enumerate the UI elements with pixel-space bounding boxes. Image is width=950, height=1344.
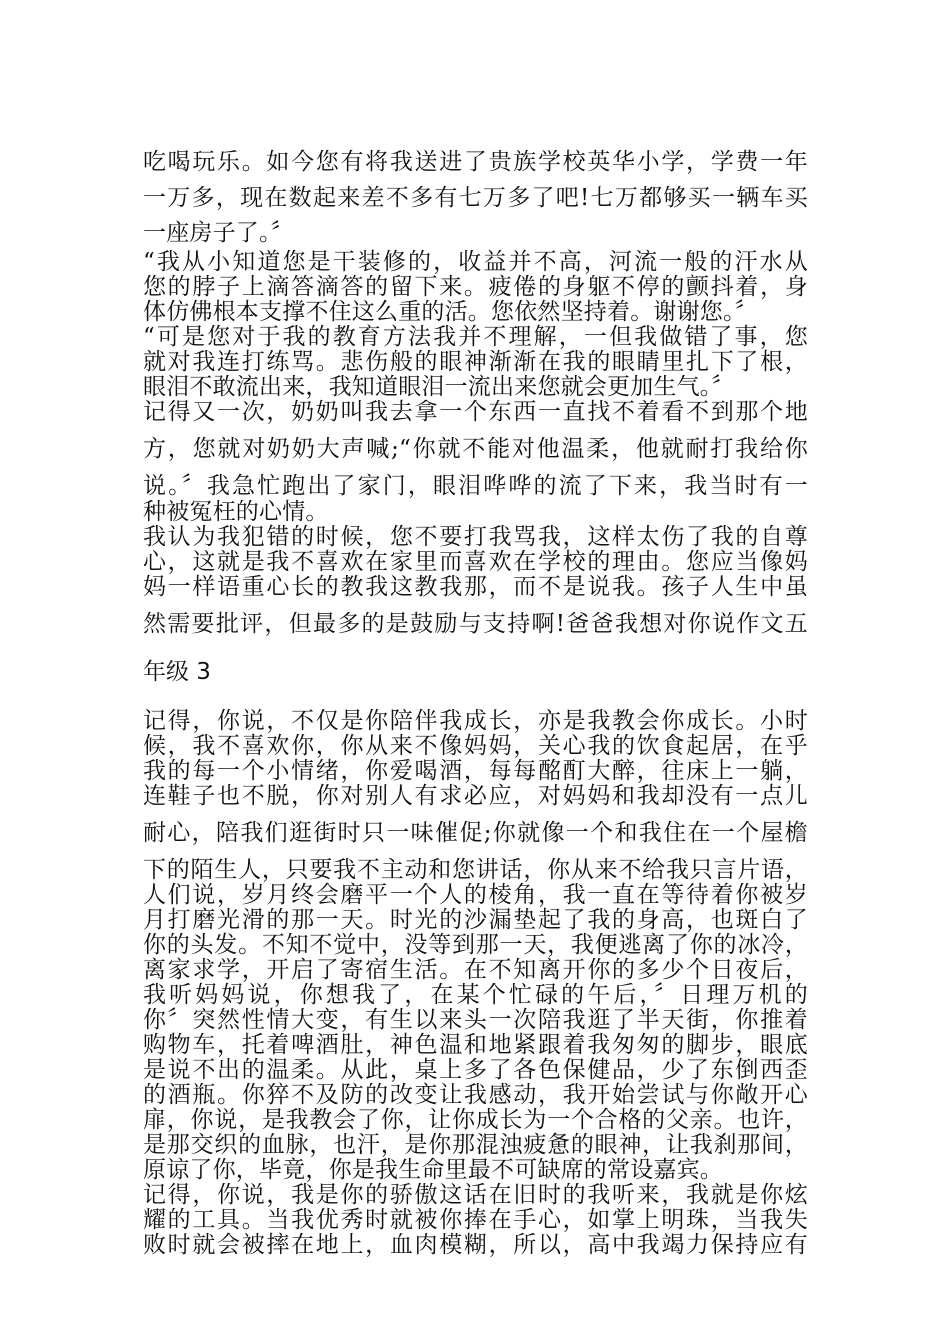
text-line: 离家求学，开启了寄宿生活。在不知离开你的多少个日夜后， (143, 957, 808, 983)
text-line: 说。〞我急忙跑出了家门，眼泪哗哗的流了下来，我当时有一 (143, 473, 808, 499)
text-line: 你的头发。不知不觉中，没等到那一天，我便逃离了你的冰冷， (143, 932, 808, 958)
text-line: 种被冤枉的心情。 (143, 499, 329, 525)
text-line: 是那交织的血脉，也汗，是你那混浊疲惫的眼神，让我刹那间， (143, 1132, 808, 1158)
text-line: 候，我不喜欢你，你从来不像妈妈，关心我的饮食起居，在乎 (143, 733, 808, 759)
text-line: 败时就会被摔在地上，血肉模糊，所以，高中我竭力保持应有 (143, 1232, 808, 1258)
text-line: 我听妈妈说，你想我了，在某个忙碌的午后，〞日理万机的 (143, 982, 808, 1008)
text-line: 一万多，现在数起来差不多有七万多了吧!七万都够买一辆车买 (143, 185, 808, 211)
text-line: 扉，你说，是我教会了你，让你成长为一个合格的父亲。也许， (143, 1107, 808, 1133)
text-line: 人们说，岁月终会磨平一个人的棱角，我一直在等待着你被岁 (143, 882, 808, 908)
text-line: 心，这就是我不喜欢在家里而喜欢在学校的理由。您应当像妈 (143, 549, 808, 575)
text-line: 您的脖子上滴答滴答的留下来。疲倦的身躯不停的颤抖着，身 (143, 274, 808, 300)
text-line: 购物车，托着啤酒肚，神色温和地紧跟着我匆匆的脚步，眼底 (143, 1032, 808, 1058)
text-line: “我从小知道您是干装修的，收益并不高，河流一般的汗水从 (143, 249, 808, 275)
text-line: 方，您就对奶奶大声喊;“你就不能对他温柔，他就耐打我给你 (143, 436, 808, 462)
text-line: 耐心，陪我们逛街时只一味催促;你就像一个和我住在一个屋檐 (143, 820, 808, 846)
text-line: 吃喝玩乐。如今您有将我送进了贵族学校英华小学，学费一年 (143, 149, 808, 175)
text-line: 下的陌生人，只要我不主动和您讲话，你从来不给我只言片语， (143, 857, 808, 883)
text-line: 你〞突然性情大变，有生以来头一次陪我逛了半天街，你推着 (143, 1007, 808, 1033)
text-line: 妈一样语重心长的教我这教我那，而不是说我。孩子人生中虽 (143, 574, 808, 600)
text-line: 眼泪不敢流出来，我知道眼泪一流出来您就会更加生气。〞 (143, 374, 735, 400)
text-line: 耀的工具。当我优秀时就被你捧在手心，如掌上明珠，当我失 (143, 1207, 808, 1233)
text-line: “可是您对于我的教育方法我并不理解，一但我做错了事，您 (143, 324, 808, 350)
text-line: 记得，你说，不仅是你陪伴我成长，亦是我教会你成长。小时 (143, 708, 808, 734)
text-line: 我认为我犯错的时候，您不要打我骂我，这样太伤了我的自尊 (143, 524, 808, 550)
text-line: 原谅了你，毕竟，你是我生命里最不可缺席的常设嘉宾。 (143, 1157, 723, 1183)
text-line: 然需要批评，但最多的是鼓励与支持啊!爸爸我想对你说作文五 (143, 611, 808, 637)
text-line: 是说不出的温柔。从此，桌上多了各色保健品，少了东倒西歪 (143, 1057, 808, 1083)
text-line: 连鞋子也不脱，你对别人有求必应，对妈妈和我却没有一点儿 (143, 783, 808, 809)
text-line: 月打磨光滑的那一天。时光的沙漏垫起了我的身高，也斑白了 (143, 907, 808, 933)
text-line: 体仿佛根本支撑不住这么重的活。您依然坚持着。谢谢您。〞 (143, 299, 758, 325)
text-line: 的酒瓶。你猝不及防的改变让我感动，我开始尝试与你敞开心 (143, 1082, 808, 1108)
text-line: 一座房子了。〞 (143, 220, 294, 246)
text-line: 我的每一个小情绪，你爱喝酒，每每酩酊大醉，往床上一躺， (143, 758, 808, 784)
section-heading: 年级 3 (143, 659, 211, 685)
text-line: 记得，你说，我是你的骄傲这话在旧时的我听来，我就是你炫 (143, 1182, 808, 1208)
text-line: 就对我连打练骂。悲伤般的眼神渐渐在我的眼睛里扎下了根， (143, 349, 808, 375)
text-line: 记得又一次，奶奶叫我去拿一个东西一直找不着看不到那个地 (143, 399, 808, 425)
